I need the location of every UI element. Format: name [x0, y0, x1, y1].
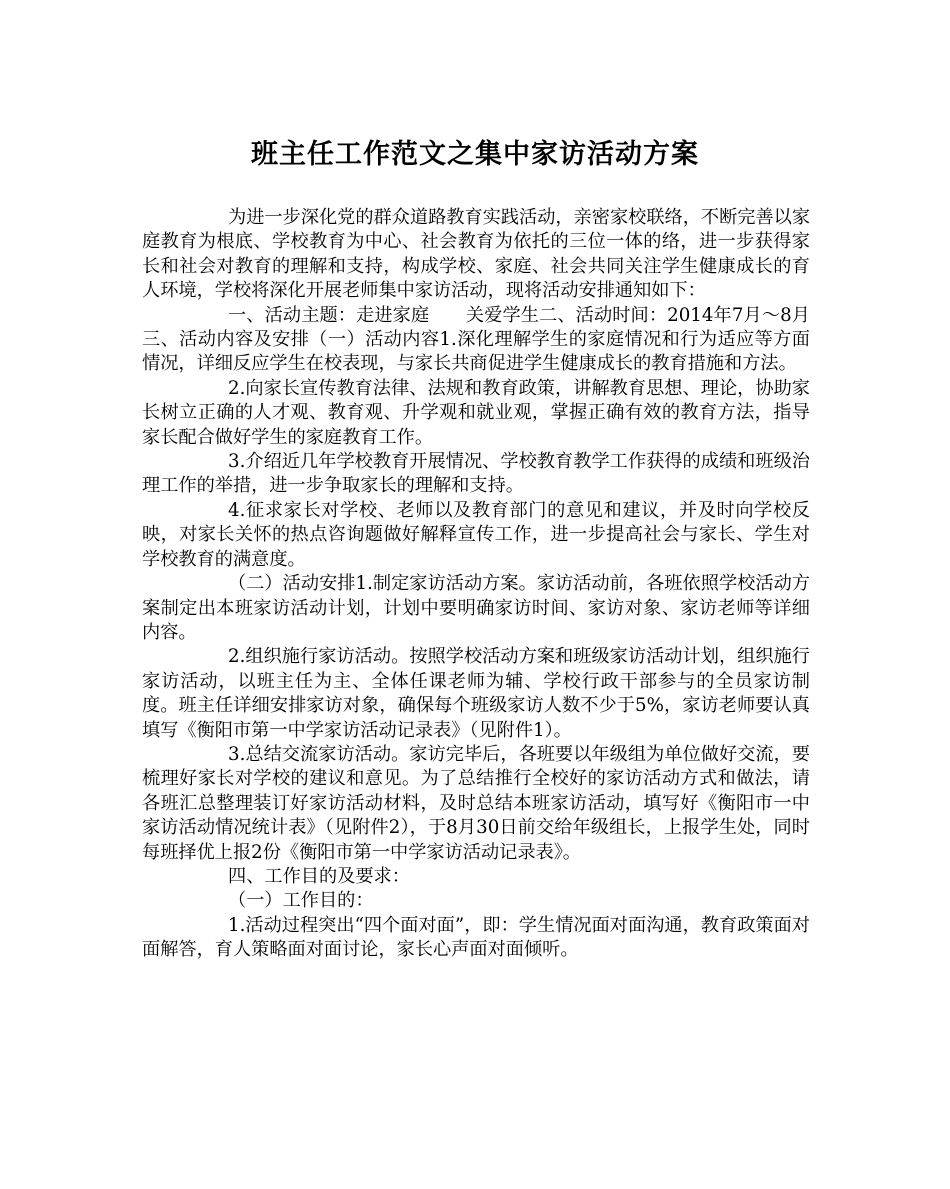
document-title: 班主任工作范文之集中家访活动方案 [251, 139, 699, 170]
purpose-item-1-paragraph: 1.活动过程突出“四个面对面”，即：学生情况面对面沟通，教育政策面对面解答，育人策略面对面讨论，家长心声面对面倾听。 [142, 914, 810, 961]
work-purpose-heading: （一）工作目的： [228, 890, 374, 912]
content-item-3-paragraph: 3.介绍近几年学校教育开展情况、学校教育教学工作获得的成绩和班级治理工作的举措，进一步争取家长的理解和支持。 [142, 451, 810, 497]
content-item-4-paragraph: 4.征求家长对学校、老师以及教育部门的意见和建议，并及时向学校反映，对家长关怀的热点咨询题做好解释宣传工作，进一步提高社会与家长、学生对学校教育的满意度。 [142, 499, 810, 570]
section-four-heading: 四、工作目的及要求： [228, 865, 410, 887]
intro-paragraph: 为进一步深化党的群众道路教育实践活动，亲密家校联络，不断完善以家庭教育为根底、学校教育为中心、社会教育为依托的三位一体的络，进一步获得家长和社会对教育的理解和支持，构成学校、家庭、社会共同关注学生健康成长的育人环境，学校将深化开展老师集中家访活动，现将活动安排通知如下： [142, 207, 811, 302]
content-item-2-paragraph: 2.向家长宣传教育法律、法规和教育政策，讲解教育思想、理论，协助家长树立正确的人才观、教育观、升学观和就业观，掌握正确有效的教育方法，指导家长配合做好学生的家庭教育工作。 [142, 377, 810, 448]
document-body [142, 206, 810, 963]
arrangement-item-3-paragraph: 3.总结交流家访活动。家访完毕后，各班要以年级组为单位做好交流，要梳理好家长对学校的建议和意见。为了总结推行全校好的家访活动方式和做法，请各班汇总整理装订好家访活动材料，及时总结本班家访活动，填写好《衡阳市一中家访活动情况统计表》（见附件2），于8月30日前交给年级组长，上报学生处，同时每班择优上报2份《衡阳市第一中学家访活动记录表》。 [142, 743, 810, 863]
arrangement-item-2-paragraph: 2.组织施行家访活动。按照学校活动方案和班级家访活动计划，组织施行家访活动，以班主任为主、全体任课老师为辅、学校行政干部参与的全员家访制度。班主任详细安排家访对象，确保每个班级家访人数不少于5%，家访老师要认真填写《衡阳市第一中学家访活动记录表》（见附件1）。 [142, 646, 810, 741]
arrangement-item-1-paragraph: （二）活动安排1.制定家访活动方案。家访活动前，各班依照学校活动方案制定出本班家访活动计划，计划中要明确家访时间、家访对象、家访老师等详细内容。 [142, 573, 810, 643]
section-theme-time-content-paragraph: 一、活动主题：走进家庭 关爱学生二、活动时间：2014年7月～8月三、活动内容及安排（一）活动内容1.深化理解学生的家庭情况和行为适应等方面情况，详细反应学生在校表现，与家长共商促进学生健康成长的教育措施和方法。 [142, 304, 810, 375]
